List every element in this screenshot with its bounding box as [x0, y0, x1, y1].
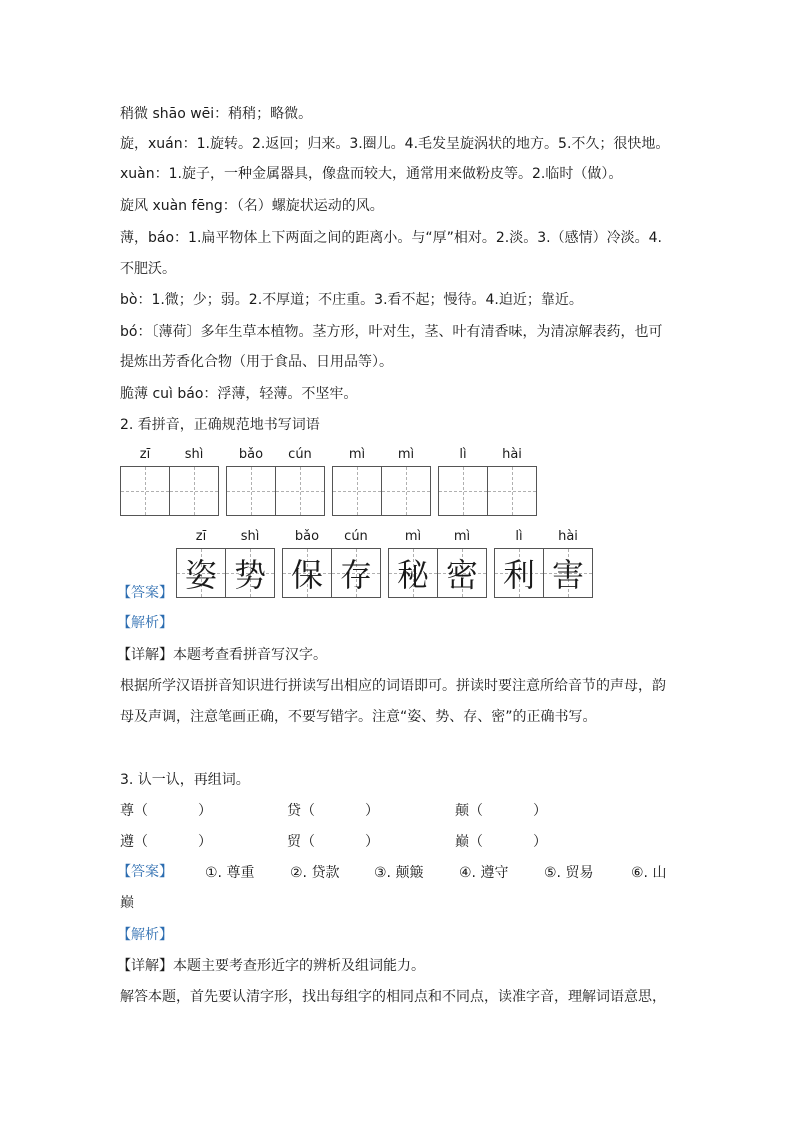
grid-cell: [226, 549, 274, 597]
close-paren: ）: [365, 834, 379, 850]
pinyin-label: cún: [344, 529, 368, 544]
word-blank[interactable]: [287, 800, 379, 820]
definition-line: 薄，báo：1.扁平物体上下两面之间的距离小。与“厚”相对。2.淡。3.（感情）冷淡。4.: [120, 230, 662, 246]
pinyin-label: bǎo: [294, 529, 320, 544]
detail-text: 本题主要考查形近字的辨析及组词能力。: [173, 958, 425, 974]
detail-line: [117, 956, 425, 976]
explanation-line: 母及声调，注意笔画正确，不要写错字。注意“姿、势、存、密”的正确书写。: [120, 709, 597, 725]
answer-char: 势: [233, 556, 266, 594]
pinyin-label: lì: [459, 447, 467, 462]
word-blank[interactable]: [120, 800, 212, 820]
definition-line: bò：1.微；少；弱。2.不厚道；不庄重。3.看不起；慢待。4.迫近；靠近。: [120, 292, 583, 308]
detail-text: 本题考查看拼音写汉字。: [173, 647, 327, 663]
pinyin-label: zī: [139, 447, 151, 462]
answer-item: ②. 贷款: [290, 865, 340, 881]
answer-word-grid: [494, 548, 593, 598]
grid-cell: [495, 549, 544, 597]
question-3-title: 3. 认一认，再组词。: [120, 772, 250, 788]
answer-tag: 【答案】: [117, 585, 173, 601]
answer-item: ③. 颠簸: [374, 865, 424, 881]
blank-char: 巅（: [455, 834, 483, 850]
answer-char: 存: [339, 556, 372, 594]
close-paren: ）: [198, 834, 212, 850]
pinyin-label: mì: [397, 447, 415, 462]
definition-line: 脆薄 cuì báo：浮薄，轻薄。不坚牢。: [120, 386, 358, 402]
answer-word-grid: [282, 548, 381, 598]
close-paren: ）: [533, 834, 547, 850]
definition-line: 提炼出芳香化合物（用于食品、日用品等）。: [120, 354, 393, 370]
blank-char: 遵（: [120, 834, 148, 850]
grid-cell[interactable]: [276, 467, 324, 515]
answer-char: 利: [502, 556, 535, 594]
analysis-tag: 【解析】: [117, 615, 173, 631]
answer-char: 保: [290, 556, 323, 594]
writing-grid[interactable]: [120, 466, 219, 516]
explanation-line: 根据所学汉语拼音知识进行拼读写出相应的词语即可。拼读时要注意所给音节的声母，韵: [120, 678, 666, 694]
pinyin-label: lì: [515, 529, 523, 544]
answer-item: ⑤. 贸易: [544, 865, 594, 881]
blank-char: 贷（: [287, 803, 315, 819]
writing-grid[interactable]: [226, 466, 325, 516]
grid-cell[interactable]: [121, 467, 170, 515]
answer-char: 姿: [184, 556, 217, 594]
grid-cell[interactable]: [382, 467, 430, 515]
pinyin-label: hài: [558, 529, 578, 544]
definition-line: 不肥沃。: [120, 261, 176, 277]
answer-item: ①. 尊重: [205, 865, 255, 881]
answer-char: 秘: [396, 556, 429, 594]
answer-item: ④. 遵守: [459, 865, 509, 881]
pinyin-label: mì: [453, 529, 471, 544]
grid-cell: [438, 549, 486, 597]
grid-cell: [544, 549, 592, 597]
word-blank[interactable]: [455, 831, 547, 851]
answer-word-grid: [176, 548, 275, 598]
grid-cell: [283, 549, 332, 597]
pinyin-label: cún: [288, 447, 312, 462]
grid-cell[interactable]: [439, 467, 488, 515]
close-paren: ）: [533, 803, 547, 819]
pinyin-label: hài: [502, 447, 522, 462]
grid-cell[interactable]: [170, 467, 218, 515]
detail-tag: 【详解】: [117, 958, 173, 974]
close-paren: ）: [198, 803, 212, 819]
blank-char: 尊（: [120, 803, 148, 819]
definition-line: 旋风 xuàn fēng：（名）螺旋状运动的风。: [120, 198, 384, 214]
answer-word-grid: [388, 548, 487, 598]
definition-line: 稍微 shāo wēi：稍稍；略微。: [120, 106, 313, 122]
pinyin-label: bǎo: [238, 447, 264, 462]
answer-char: 害: [551, 556, 584, 594]
blank-char: 贸（: [287, 834, 315, 850]
detail-tag: 【详解】: [117, 647, 173, 663]
grid-cell[interactable]: [333, 467, 382, 515]
grid-cell: [332, 549, 380, 597]
answer-wrap: 巅: [120, 895, 134, 911]
pinyin-label: mì: [348, 447, 366, 462]
blank-char: 颠（: [455, 803, 483, 819]
pinyin-label: mì: [404, 529, 422, 544]
definition-line: xuàn：1.旋子，一种金属器具，像盘而较大，通常用来做粉皮等。2.临时（做）。: [120, 166, 623, 182]
grid-cell: [389, 549, 438, 597]
explanation-line: 解答本题，首先要认清字形，找出每组字的相同点和不同点，读准字音，理解词语意思，: [120, 989, 666, 1005]
grid-cell[interactable]: [488, 467, 536, 515]
close-paren: ）: [365, 803, 379, 819]
detail-line: [117, 645, 327, 665]
writing-grid[interactable]: [438, 466, 537, 516]
pinyin-label: shì: [184, 447, 204, 462]
writing-grid[interactable]: [332, 466, 431, 516]
word-blank[interactable]: [120, 831, 212, 851]
word-blank[interactable]: [287, 831, 379, 851]
answer-char: 密: [445, 556, 478, 594]
definition-line: bó：〔薄荷〕多年生草本植物。茎方形，叶对生，茎、叶有清香味，为清凉解表药，也可: [120, 324, 663, 340]
answer-item: ⑥. 山: [631, 865, 667, 881]
analysis-tag: 【解析】: [117, 927, 173, 943]
word-blank[interactable]: [455, 800, 547, 820]
grid-cell[interactable]: [227, 467, 276, 515]
answer-tag: 【答案】: [117, 864, 173, 880]
pinyin-label: zī: [195, 529, 207, 544]
grid-cell: [177, 549, 226, 597]
definition-line: 旋，xuán：1.旋转。2.返回；归来。3.圈儿。4.毛发呈旋涡状的地方。5.不久；很快地。: [120, 136, 670, 152]
pinyin-label: shì: [240, 529, 260, 544]
question-2-title: 2. 看拼音，正确规范地书写词语: [120, 417, 320, 433]
